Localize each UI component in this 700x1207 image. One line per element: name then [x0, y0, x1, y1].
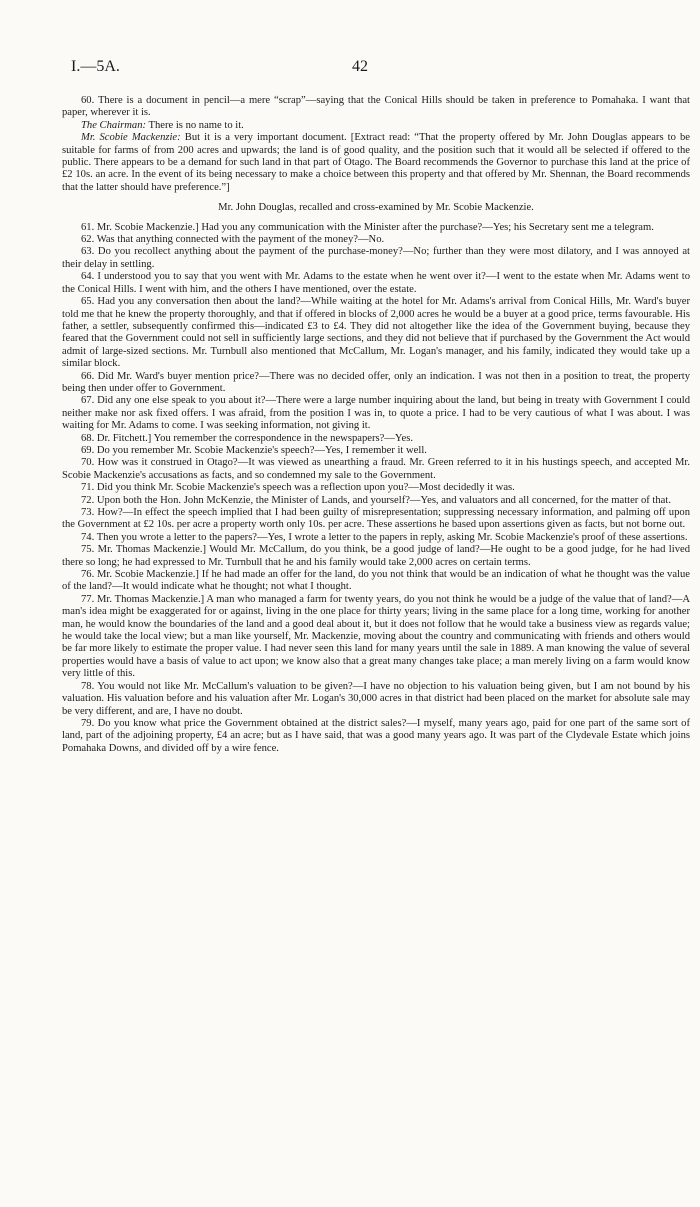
paragraph-71: 71. Did you think Mr. Scobie Mackenzie's speech was a reflection upon you?—Most decidedly it was. — [81, 482, 515, 494]
paragraph-63: 63. Do you recollect anything about the payment of the purchase-money?—No; further than they were most dilatory, and I was annoyed at their delay in settling. — [62, 246, 690, 270]
speaker-text: But it is a very important document. [Extract read: “That the property offered by Mr. John Douglas appears to be suitable for farms of from 200 acres and upwards; the land is of good quality, and the position such that it would all be selected if offered to the public. There appears to be a demand for such land in that part of Otago. The Board recommends the Governor to purchase this land at the price of £2 10s. an acre. In the event of its being necessary to make a choice between this property and that offered by Mr. Shennan, the Board recommends that the latter should have preference.”] — [62, 132, 690, 193]
paragraph-68: 68. Dr. Fitchett.] You remember the correspondence in the newspapers?—Yes. — [81, 432, 413, 444]
document-body — [62, 95, 690, 755]
paragraph-65: 65. Had you any conversation then about the land?—While waiting at the hotel for Mr. Adams's arrival from Conical Hills, Mr. Ward's buyer told me that he knew the property thoroughly, and that if offered in blocks of 2,000 acres he would be a buyer at a good price, terms favourable. His father, a settler, subsequently confirmed this—indicated £3 to £4. They did not altogether like the idea of the Government buying, because they feared that the Government could not sell in sufficiently large sections, and they did not believe that if purchased by the Government the Act would admit of large-sized sections. Mr. Turnbull also mentioned that McCallum, Mr. Logan's manager, and his family, indicated they would take up a similar block. — [62, 296, 690, 370]
page-header — [0, 58, 700, 78]
paragraph-64: 64. I understood you to say that you went with Mr. Adams to the estate when he went over it?—I went to the estate when Mr. Adams went to the Conical Hills. I went with him, and the others I have mentioned, over the estate. — [62, 271, 690, 295]
speaker-label: The Chairman: — [81, 119, 147, 131]
section-heading: Mr. John Douglas, recalled and cross-examined by Mr. Scobie Mackenzie. — [218, 202, 534, 214]
paragraph-77: 77. Mr. Thomas Mackenzie.] A man who managed a farm for twenty years, do you not think he would be a judge of the value that of land?—A man's idea might be exaggerated for or against, living in the one place for thirty years; living in the same place for a long time, working for another man, he would know the boundaries of the land and a good deal about it, but it does not follow that he would take a business view as regards value; he would take the local view; but a man like yourself, Mr. Mackenzie, moving about the country and communicating with friends and others would be far more likely to estimate the proper value. I had never seen this land for many years until the sale in 1889. A man knowing the value of several properties would have a basis of value to act upon; we know also that a great many changes take place; a man merely living on a farm would know very little of this. — [62, 593, 690, 680]
paragraph-75: 75. Mr. Thomas Mackenzie.] Would Mr. McCallum, do you think, be a good judge of land?—He ought to be a good judge, for he had lived there so long; he had expressed to Mr. Turnbull that he and his family would take 2,000 acres on certain terms. — [62, 544, 690, 568]
paragraph-78: 78. You would not like Mr. McCallum's valuation to be given?—I have no objection to his valuation being given, but I am not bound by his valuation. His valuation before and his valuation after Mr. Logan's 30,000 acres in that district had been placed on the market for absolute sale may be very different, and are, I have no doubt. — [62, 680, 690, 717]
speaker-text: There is no name to it. — [146, 119, 244, 131]
page-number: 42 — [352, 58, 368, 75]
speaker-label: Mr. Scobie Mackenzie: — [81, 132, 181, 144]
paragraph-61: 61. Mr. Scobie Mackenzie.] Had you any communication with the Minister after the purchase?—Yes; his Secretary sent me a telegram. — [81, 221, 654, 233]
paragraph-67: 67. Did any one else speak to you about it?—There were a large number inquiring about the land, but being in treaty with Government I could neither make nor ask fixed offers. I was afraid, from the position I was in, to quote a price. I had to be very cautious of what I was about. I was waiting for Mr. Adams to come. I was seeking information, not giving it. — [62, 395, 690, 432]
document-reference: I.—5A. — [71, 58, 120, 75]
paragraph-72: 72. Upon both the Hon. John McKenzie, the Minister of Lands, and yourself?—Yes, and valuators and all concerned, for the matter of that. — [81, 494, 671, 506]
paragraph-60: 60. There is a document in pencil—a mere “scrap”—saying that the Conical Hills should be taken in preference to Pomahaka. I want that paper, wherever it is. — [62, 95, 690, 119]
paragraph-scobie-extract — [62, 132, 690, 194]
paragraph-70: 70. How was it construed in Otago?—It was viewed as unearthing a fraud. Mr. Green referred to it in his hustings speech, and accepted Mr. Scobie Mackenzie's accusations as facts, and so condemned my sale to the Government. — [62, 457, 690, 481]
paragraph-79: 79. Do you know what price the Government obtained at the district sales?—I myself, many years ago, paid for one part of the same sort of land, part of the adjoining property, £4 an acre; but as I have said, that was a good many years ago. It was part of the Clydevale Estate which joins Pomahaka Downs, and divided off by a wire fence. — [62, 717, 690, 754]
paragraph-74: 74. Then you wrote a letter to the papers?—Yes, I wrote a letter to the papers in reply, asking Mr. Scobie Mackenzie's proof of these assertions. — [81, 531, 688, 543]
paragraph-66: 66. Did Mr. Ward's buyer mention price?—There was no decided offer, only an indication. I was not then in a position to treat, the property being then under offer to Government. — [62, 370, 690, 394]
paragraph-73: 73. How?—In effect the speech implied that I had been guilty of misrepresentation; suppressing necessary information, and palming off upon the Government at £2 10s. per acre a property worth only 10s. per acre. These assertions he based upon assertions given as facts, but not borne out. — [62, 507, 690, 531]
paragraph-chairman — [62, 120, 690, 132]
paragraph-62: 62. Was that anything connected with the payment of the money?—No. — [81, 234, 385, 246]
paragraph-76: 76. Mr. Scobie Mackenzie.] If he had made an offer for the land, do you not think that would be an indication of what he thought was the value of the land?—It would indicate what he thought; not what I thought. — [62, 569, 690, 593]
paragraph-69: 69. Do you remember Mr. Scobie Mackenzie's speech?—Yes, I remember it well. — [81, 444, 427, 456]
